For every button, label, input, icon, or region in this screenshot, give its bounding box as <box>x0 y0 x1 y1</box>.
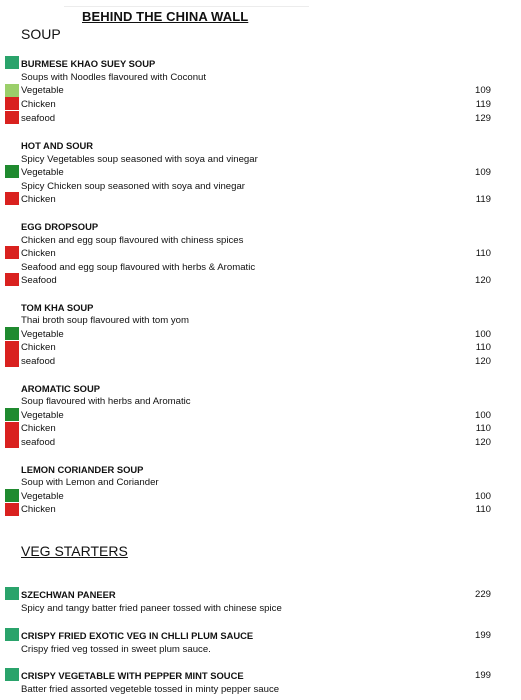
menu-option: Chicken 110 <box>21 248 491 259</box>
menu-option: Seafood 120 <box>21 275 491 286</box>
menu-option: Chicken 110 <box>21 342 491 353</box>
menu-item-desc: Spicy Vegetables soup seasoned with soya and vinegar <box>21 154 258 165</box>
menu-option: Chicken 110 <box>21 423 491 434</box>
menu-item-name: HOT AND SOUR <box>21 140 94 151</box>
menu-item-desc: Chicken and egg soup flavoured with chiness spices <box>21 235 244 246</box>
menu-option: seafood 120 <box>21 437 491 448</box>
menu-item-name: SZECHWAN PANEER 229 <box>21 589 491 600</box>
menu-option: Chicken 119 <box>21 194 491 205</box>
page-title: BEHIND THE CHINA WALL <box>82 9 249 24</box>
menu-item-desc: Seafood and egg soup flavoured with herbs & Aromatic <box>21 262 256 273</box>
menu-option: Chicken 110 <box>21 504 491 515</box>
menu-item-name: LEMON CORIANDER SOUP <box>21 464 144 475</box>
section-title-soup: SOUP <box>21 26 61 42</box>
menu-option: Vegetable 100 <box>21 410 491 421</box>
top-rule <box>64 6 309 7</box>
menu-item-name: CRISPY VEGETABLE WITH PEPPER MINT SOUCE 199 <box>21 670 491 681</box>
menu-item-desc: Soup flavoured with herbs and Aromatic <box>21 396 191 407</box>
menu-option: Vegetable 109 <box>21 167 491 178</box>
menu-option: Chicken 119 <box>21 99 491 110</box>
menu-option: Vegetable 109 <box>21 85 491 96</box>
menu-option: Vegetable 100 <box>21 329 491 340</box>
menu-item-name: AROMATIC SOUP <box>21 383 100 394</box>
menu-item-desc: Spicy Chicken soup seasoned with soya and vinegar <box>21 181 245 192</box>
menu-item-name: TOM KHA SOUP <box>21 302 94 313</box>
menu-item-desc: Soups with Noodles flavoured with Coconut <box>21 72 207 83</box>
menu-item-desc: Soup with Lemon and Coriander <box>21 477 159 488</box>
menu-item-desc: Batter fried assorted vegeteble tossed in minty pepper sauce <box>21 684 280 695</box>
menu-option: seafood 120 <box>21 356 491 367</box>
menu-item-name: BURMESE KHAO SUEY SOUP <box>21 58 156 69</box>
menu-item-desc: Crispy fried veg tossed in sweet plum sauce. <box>21 644 211 655</box>
menu-item-name: EGG DROPSOUP <box>21 221 99 232</box>
menu-item-desc: Thai broth soup flavoured with tom yom <box>21 315 189 326</box>
menu-option: seafood 129 <box>21 113 491 124</box>
menu-item-desc: Spicy and tangy batter fried paneer tossed with chinese spice <box>21 603 282 614</box>
section-title-veg-starters: VEG STARTERS <box>21 543 128 559</box>
menu-item-name: CRISPY FRIED EXOTIC VEG IN CHLLI PLUM SAUCE 199 <box>21 630 491 641</box>
menu-option: Vegetable 100 <box>21 491 491 502</box>
